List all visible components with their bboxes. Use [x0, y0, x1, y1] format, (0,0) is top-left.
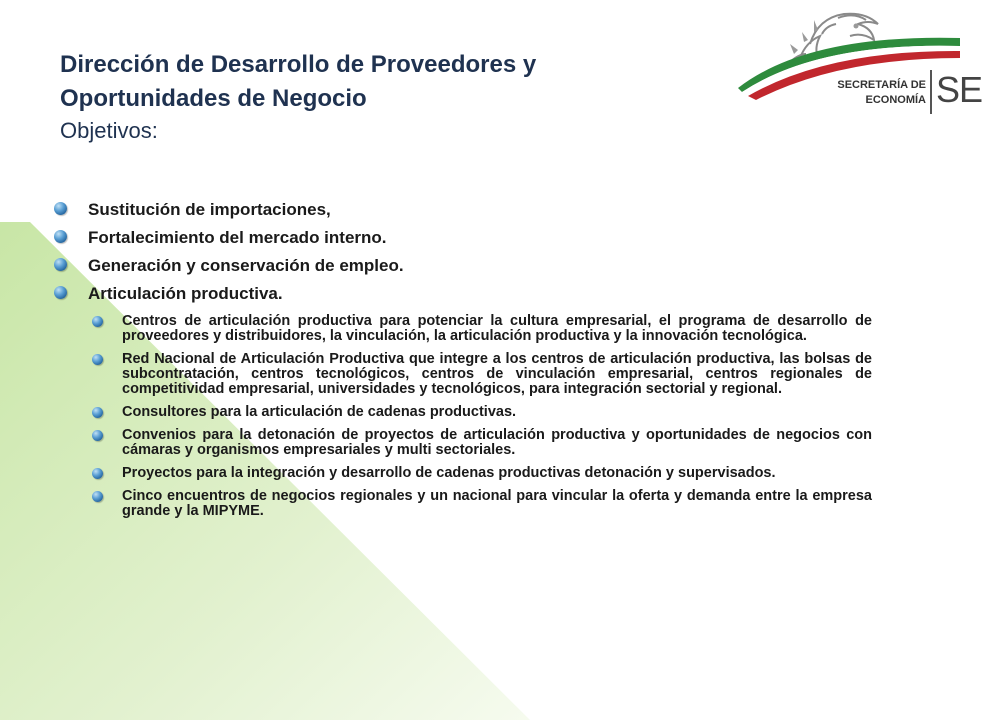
sub-objectives-list: [92, 314, 872, 519]
bullet-icon: [54, 230, 67, 243]
objective-text: Articulación productiva.: [88, 284, 283, 303]
sub-objective-text: Consultores para la articulación de cadenas productivas.: [122, 404, 517, 420]
page-subtitle: Objetivos:: [60, 118, 158, 143]
objective-item: [50, 280, 910, 308]
sub-bullet-icon: [92, 354, 103, 365]
eagle-emblem-icon: [738, 4, 960, 132]
sub-objective-text: Cinco encuentros de negocios regionales y un nacional para vincular la oferta y demanda entre la empresa grande y la MIPYME.: [122, 488, 872, 519]
slide-header: [60, 48, 720, 146]
sub-objective-text: Convenios para la detonación de proyectos de articulación productiva y oportunidades de negocios con cámaras y organismos empresariales y multi sectoriales.: [122, 427, 872, 458]
sub-bullet-icon: [92, 491, 103, 502]
sub-bullet-icon: [92, 468, 103, 479]
objective-item: [50, 196, 910, 224]
objectives-list: [50, 196, 910, 308]
sub-bullet-icon: [92, 316, 103, 327]
bullet-icon: [54, 258, 67, 271]
title-line-1: Dirección de Desarrollo de Proveedores y: [60, 51, 537, 78]
sub-objective-text: Red Nacional de Articulación Productiva que integre a los centros de articulación productiva, las bolsas de subcontratación, centros tecnológicos, centros de vinculación empresarial, centros regionales de competitividad empresarial, universidades y tecnológicos, para integración sectorial y regional.: [122, 351, 872, 397]
sub-objective-item: [92, 314, 872, 344]
logo-text-line-1: SECRETARÍA DE: [837, 79, 926, 91]
secretaria-economia-logo: [738, 4, 982, 132]
sub-objective-item: [92, 352, 872, 397]
objective-item: [50, 224, 910, 252]
sub-objective-item: [92, 466, 872, 481]
sub-objective-item: [92, 428, 872, 458]
objectives-content: [50, 196, 910, 527]
objective-text: Generación y conservación de empleo.: [88, 256, 404, 275]
title-line-2: Oportunidades de Negocio: [60, 85, 367, 112]
bullet-icon: [54, 202, 67, 215]
sub-bullet-icon: [92, 407, 103, 418]
logo-divider: [930, 70, 932, 114]
sub-objective-item: [92, 405, 872, 420]
logo-abbreviation: SE: [936, 69, 982, 110]
logo-text-line-2: ECONOMÍA: [865, 94, 926, 106]
sub-bullet-icon: [92, 430, 103, 441]
objective-text: Fortalecimiento del mercado interno.: [88, 228, 387, 247]
objective-item: [50, 252, 910, 280]
bullet-icon: [54, 286, 67, 299]
sub-objective-text: Centros de articulación productiva para potenciar la cultura empresarial, el programa de desarrollo de proveedores y distribuidores, la vinculación, la articulación productiva y la innovación tecnológica.: [122, 313, 872, 344]
sub-objective-text: Proyectos para la integración y desarrollo de cadenas productivas detonación y supervisados.: [122, 465, 776, 481]
page-title: [60, 48, 720, 116]
sub-objective-item: [92, 489, 872, 519]
objective-text: Sustitución de importaciones,: [88, 200, 331, 219]
logo-text: [830, 78, 926, 108]
